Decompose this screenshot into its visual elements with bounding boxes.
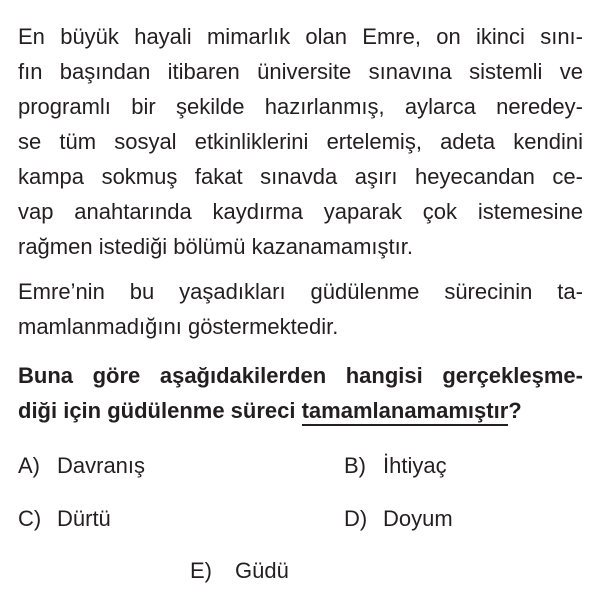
- passage-line: fın başından itibaren üniversite sınavına sistemli ve: [18, 59, 583, 84]
- passage: [18, 19, 583, 344]
- option-label: Güdü: [235, 558, 289, 583]
- option-b[interactable]: [344, 448, 447, 483]
- passage-line: Emre’nin bu yaşadıkları güdülenme sürecinin ta-: [18, 279, 583, 304]
- answer-options: [18, 448, 583, 588]
- option-letter: E): [190, 558, 212, 583]
- option-label: Davranış: [57, 453, 146, 478]
- option-letter: A): [18, 453, 40, 478]
- option-label: İhtiyaç: [383, 453, 447, 478]
- options-row: [18, 501, 583, 536]
- option-letter: C): [18, 506, 42, 531]
- passage-line: programlı bir şekilde hazırlanmış, aylarca neredey-: [18, 94, 583, 119]
- passage-line: rağmen istediği bölümü kazanamamıştır.: [18, 234, 413, 259]
- options-row: [18, 553, 583, 588]
- passage-line: vap anahtarında kaydırma yaparak çok istemesine: [18, 199, 583, 224]
- question-stem: [18, 358, 583, 428]
- passage-line: mamlanmadığını göstermektedir.: [18, 314, 339, 339]
- question-text: diği için güdülenme süreci: [18, 398, 302, 423]
- passage-paragraph-2: [18, 274, 583, 344]
- passage-line: kampa sokmuş fakat sınavda aşırı heyecandan ce-: [18, 164, 583, 189]
- option-a[interactable]: [18, 448, 344, 483]
- question-line: Buna göre aşağıdakilerden hangisi gerçekleşme-: [18, 363, 583, 388]
- question-line: [18, 393, 583, 428]
- passage-line: se tüm sosyal etkinliklerini ertelemiş, adeta kendini: [18, 129, 583, 154]
- option-letter: D): [344, 506, 368, 531]
- option-letter: B): [344, 453, 366, 478]
- option-c[interactable]: [18, 501, 344, 536]
- question-mark: ?: [508, 398, 522, 423]
- passage-line: En büyük hayali mimarlık olan Emre, on ikinci sını-: [18, 24, 583, 49]
- option-e[interactable]: [190, 553, 289, 588]
- options-row: [18, 448, 583, 483]
- option-label: Dürtü: [57, 506, 111, 531]
- option-label: Doyum: [383, 506, 453, 531]
- option-d[interactable]: [344, 501, 453, 536]
- question-underlined-word: tamamlanamamıştır: [302, 398, 509, 426]
- passage-paragraph-1: [18, 19, 583, 264]
